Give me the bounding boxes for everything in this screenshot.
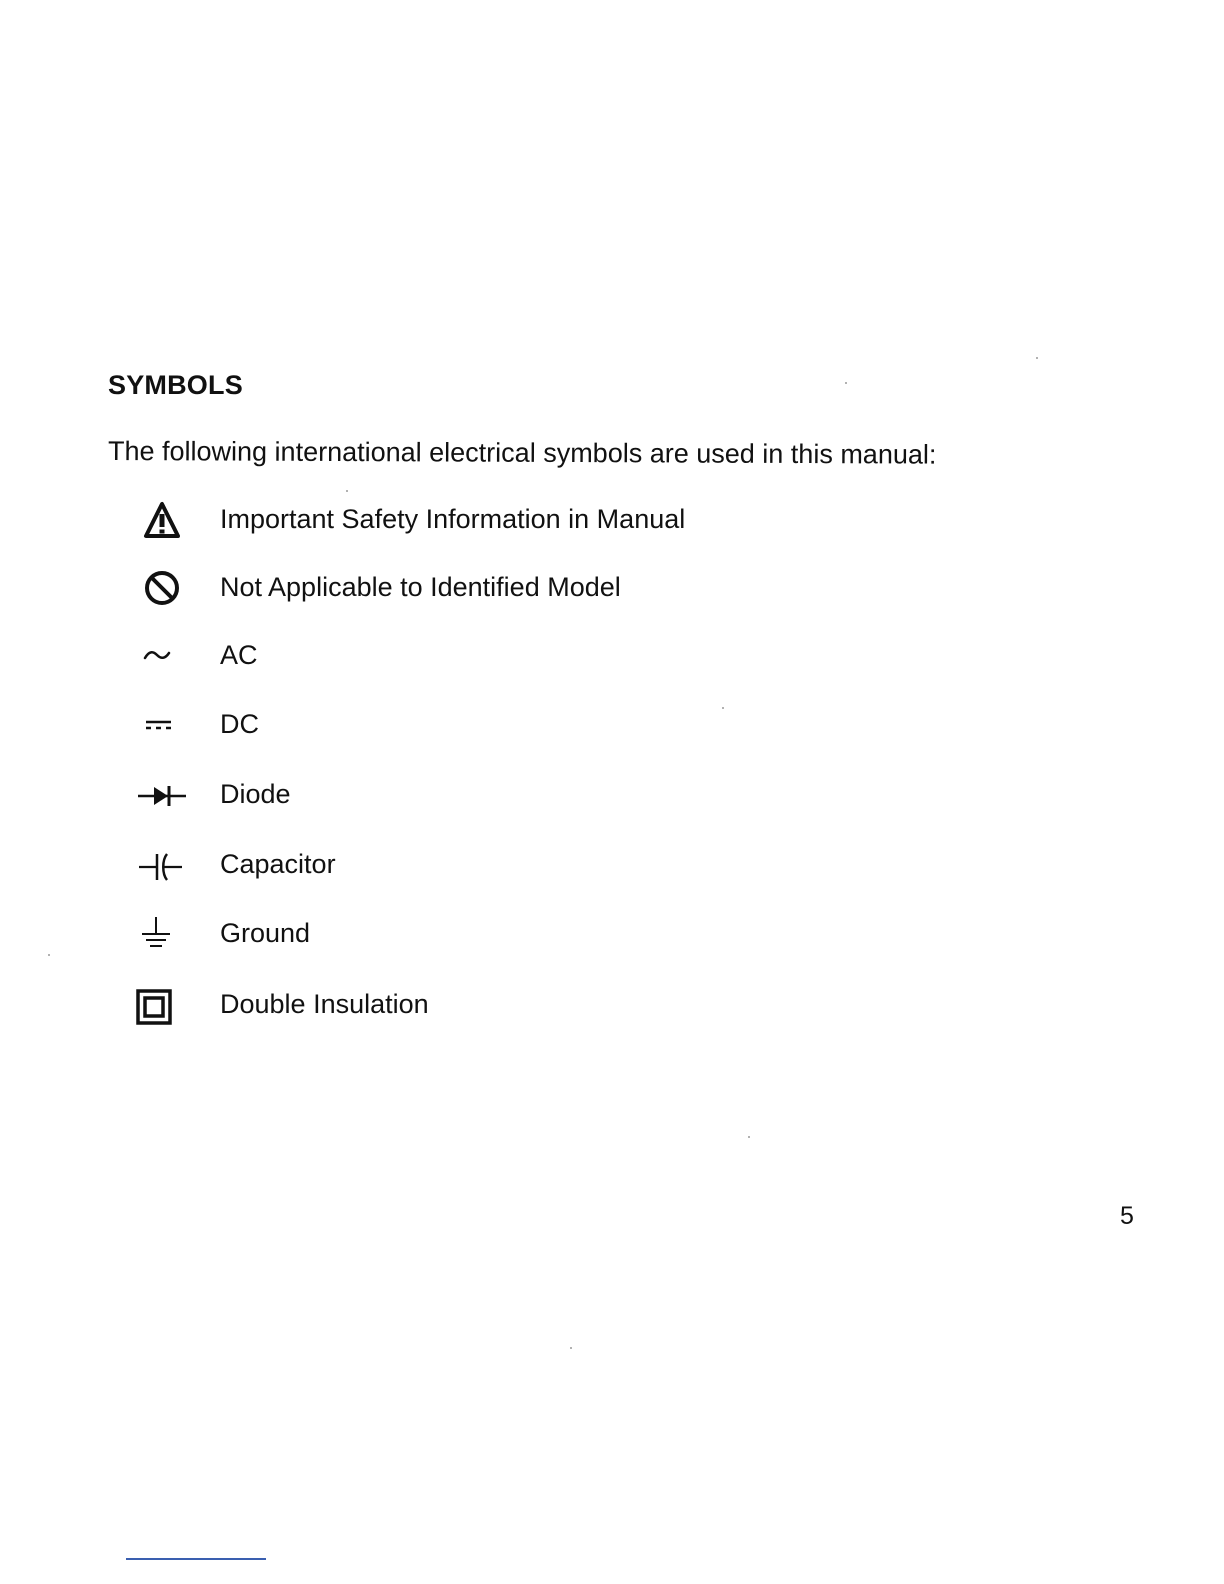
prohibition-circle-icon [136, 568, 188, 612]
ac-tilde-icon [136, 636, 188, 680]
section-heading: SYMBOLS [108, 370, 243, 400]
symbol-label: Double Insulation [220, 989, 429, 1019]
scan-speck [346, 490, 348, 492]
scan-speck [845, 382, 847, 384]
scan-speck [722, 707, 724, 709]
scan-speck [1036, 357, 1038, 359]
warning-triangle-icon [136, 500, 188, 544]
diode-icon [136, 775, 188, 819]
symbol-label: Diode [220, 779, 291, 809]
intro-paragraph: The following international electrical symbols are used in this manual: [107, 436, 937, 470]
dc-icon [136, 705, 188, 749]
symbol-label: Ground [220, 918, 311, 948]
capacitor-icon [136, 845, 188, 889]
symbol-label: Capacitor [220, 849, 336, 879]
symbol-label: Important Safety Information in Manual [220, 504, 686, 534]
symbol-label: DC [220, 709, 259, 739]
symbol-label: AC [220, 640, 258, 670]
footer-rule [126, 1558, 266, 1560]
scan-speck [748, 1136, 750, 1138]
symbol-label: Not Applicable to Identified Model [220, 572, 621, 602]
ground-icon [136, 914, 188, 958]
scan-speck [570, 1347, 572, 1349]
double-insulation-icon [136, 985, 188, 1029]
page-number: 5 [1120, 1202, 1134, 1230]
scan-speck [48, 954, 50, 956]
